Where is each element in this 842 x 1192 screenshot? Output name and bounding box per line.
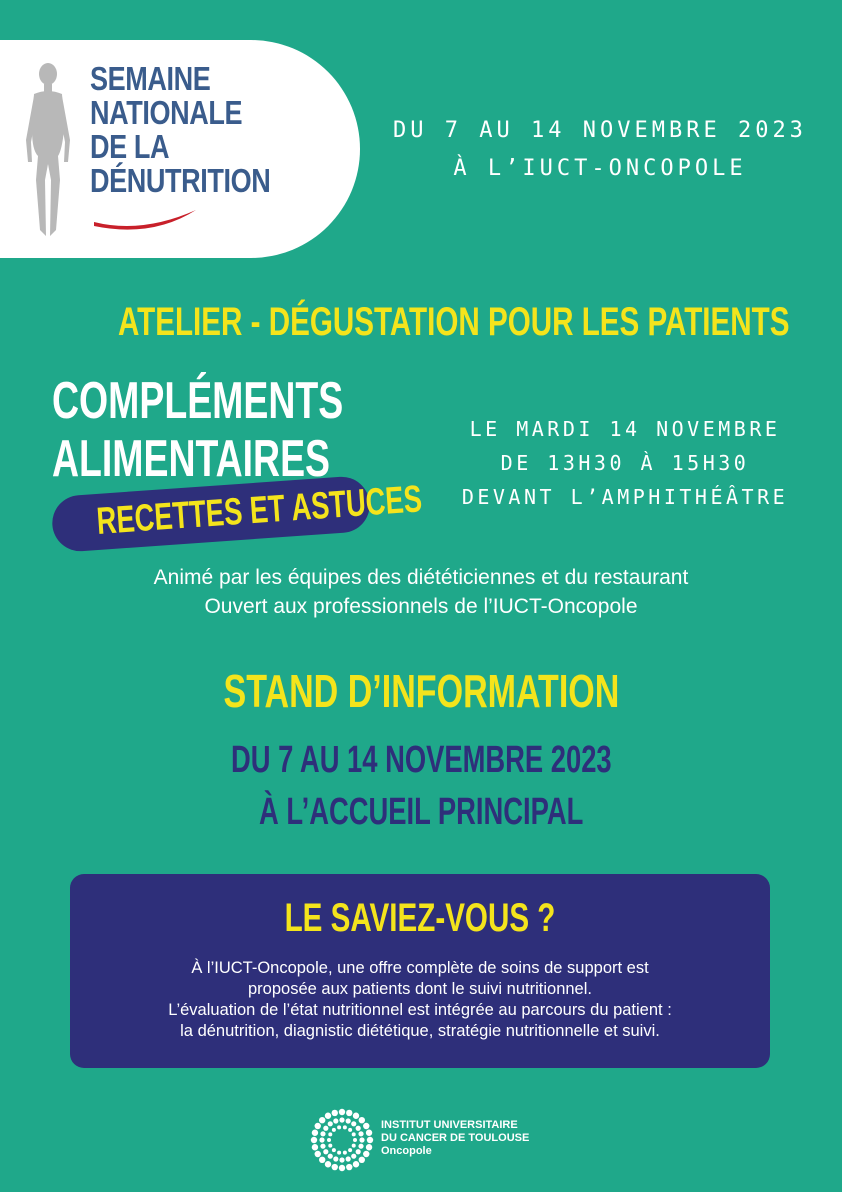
info-box-line: À l’IUCT-Oncopole, une offre complète de soins de support est <box>191 959 649 977</box>
event-logo-badge <box>0 40 360 258</box>
atelier-info-line: Ouvert aux professionnels de l’IUCT-Oncopole <box>204 595 638 618</box>
iuct-oncopole-logo-icon <box>310 1108 374 1172</box>
info-box-title-text: LE SAVIEZ-VOUS ? <box>284 896 556 940</box>
atelier-schedule-place: DEVANT L’AMPHITHÉÂTRE <box>461 485 789 509</box>
stand-details <box>0 734 842 838</box>
human-silhouette-icon <box>18 60 74 240</box>
atelier-schedule <box>440 412 810 514</box>
event-title-line: DÉNUTRITION <box>90 162 271 199</box>
institution-name <box>381 1119 529 1158</box>
atelier-info <box>0 563 842 621</box>
info-box-line: la dénutrition, diagnistic diététique, stratégie nutritionnelle et suivi. <box>180 1022 660 1040</box>
info-box <box>70 874 770 1068</box>
info-box-title <box>70 896 770 941</box>
info-box-line: proposée aux patients dont le suivi nutritionnel. <box>248 980 592 998</box>
atelier-schedule-time: DE 13H30 À 15H30 <box>500 451 750 475</box>
info-box-text <box>90 958 750 1042</box>
event-dates <box>380 112 820 188</box>
atelier-subject-line: ALIMENTAIRES <box>52 430 331 488</box>
event-title-line: DE LA <box>90 128 170 165</box>
atelier-title <box>0 300 842 345</box>
event-title-line: NATIONALE <box>90 94 243 131</box>
atelier-subject-line: COMPLÉMENTS <box>52 372 344 430</box>
institution-name-line: Oncopole <box>381 1145 432 1157</box>
stand-location: À L’ACCUEIL PRINCIPAL <box>258 791 584 833</box>
atelier-title-text: ATELIER - DÉGUSTATION POUR LES PATIENTS <box>117 300 790 344</box>
stand-dates: DU 7 AU 14 NOVEMBRE 2023 <box>230 739 612 781</box>
stand-title <box>0 664 842 718</box>
event-location-line: À L’IUCT-ONCOPOLE <box>453 156 747 181</box>
atelier-schedule-day: LE MARDI 14 NOVEMBRE <box>469 417 781 441</box>
event-title-line: SEMAINE <box>90 60 211 97</box>
atelier-info-line: Animé par les équipes des diététiciennes et du restaurant <box>153 566 689 589</box>
info-box-line: L’évaluation de l’état nutritionnel est intégrée au parcours du patient : <box>168 1001 672 1019</box>
institution-name-line: INSTITUT UNIVERSITAIRE <box>381 1119 518 1131</box>
institution-name-line: DU CANCER DE TOULOUSE <box>381 1132 530 1144</box>
event-dates-line: DU 7 AU 14 NOVEMBRE 2023 <box>393 118 807 143</box>
atelier-subject <box>52 372 382 488</box>
event-title <box>90 62 270 198</box>
stand-title-text: STAND D’INFORMATION <box>223 665 619 717</box>
smile-swoosh-icon <box>92 208 202 238</box>
atelier-tagline: RECETTES ET ASTUCES <box>95 478 424 543</box>
